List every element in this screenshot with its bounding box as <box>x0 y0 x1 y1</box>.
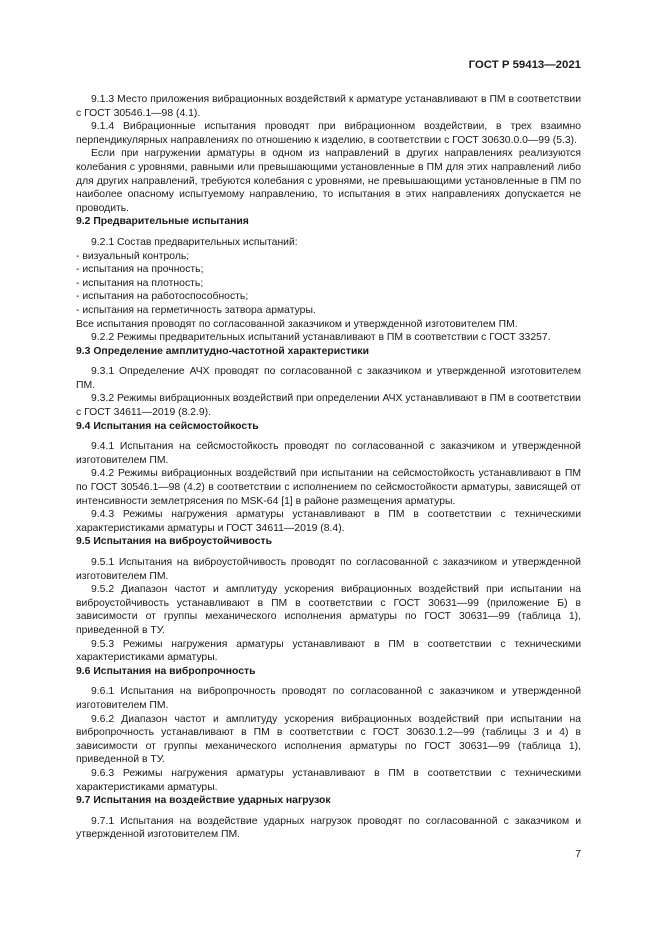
paragraph: 9.7.1 Испытания на воздействие ударных нагрузок проводят по согласованной с заказчиком и утвержденной изготовителем ПМ. <box>76 815 581 841</box>
paragraph: 9.3.2 Режимы вибрационных воздействий при определении АЧХ устанавливают в ПМ в соответствии с ГОСТ 34611—2019 (8.2.9). <box>76 393 581 419</box>
list-item: - испытания на плотность; <box>76 277 204 289</box>
section-9-4 <box>76 420 581 536</box>
paragraph: 9.4.1 Испытания на сейсмостойкость проводят по согласованной с заказчиком и утвержденной изготовителем ПМ. <box>76 441 581 466</box>
section-heading: 9.3 Определение амплитудно-частотной характеристики <box>76 345 369 357</box>
section-9-7 <box>76 794 581 842</box>
paragraph: 9.2.2 Режимы предварительных испытаний устанавливают в ПМ в соответствии с ГОСТ 33257. <box>91 332 551 344</box>
paragraph: 9.3.1 Определение АЧХ проводят по согласованной с заказчиком и утвержденной изготовителем ПМ. <box>76 366 581 391</box>
section-heading: 9.6 Испытания на вибропрочность <box>76 665 256 677</box>
paragraph: 9.5.1 Испытания на виброустойчивость проводят по согласованной с заказчиком и утвержденной изготовителем ПМ. <box>76 557 581 582</box>
paragraph: 9.4.2 Режимы вибрационных воздействий при испытании на сейсмостойкость устанавливают в ПМ по ГОСТ 30546.1—98 (4.2) в соответствии с исполнением по сейсмостойкости арматуры, зависящей от интенсивности землетрясения по MSK-64 [1] в районе размещения арматуры. <box>76 468 581 507</box>
section-9-5 <box>76 535 581 664</box>
paragraph: Все испытания проводят по согласованной заказчиком и утвержденной изготовителем ПМ. <box>76 318 518 330</box>
section-heading: 9.7 Испытания на воздействие ударных нагрузок <box>76 795 331 807</box>
page-number: 7 <box>575 849 581 860</box>
paragraph: 9.6.3 Режимы нагружения арматуры устанавливают в ПМ в соответствии с техническими характеристиками арматуры. <box>76 767 581 793</box>
paragraph: 9.6.1 Испытания на вибропрочность проводят по согласованной с заказчиком и утвержденной изготовителем ПМ. <box>76 686 581 711</box>
list-item: - испытания на работоспособность; <box>76 291 249 303</box>
section-9-2 <box>76 215 581 344</box>
paragraph: 9.5.3 Режимы нагружения арматуры устанавливают в ПМ в соответствии с техническими характеристиками арматуры. <box>76 638 581 664</box>
paragraph: 9.6.2 Диапазон частот и амплитуду ускорения вибрационных воздействий при испытании на вибропрочность устанавливают в ПМ в соответствии с ГОСТ 30630.1.2—99 (таблицы 3 и 4) в зависимости от группы механического исполнения арматуры по ГОСТ 30631—99 (таблица 1), приведенной в ТУ. <box>76 713 581 766</box>
list-item: - визуальный контроль; <box>76 250 190 262</box>
section-heading: 9.4 Испытания на сейсмостойкость <box>76 420 259 432</box>
paragraph: 9.2.1 Состав предварительных испытаний: <box>91 236 298 248</box>
section-heading: 9.2 Предварительные испытания <box>76 216 249 228</box>
section-9-6 <box>76 665 581 794</box>
section-9-1 <box>76 93 581 215</box>
paragraph: 9.1.3 Место приложения вибрационных воздействий к арматуре устанавливают в ПМ в соответствии с ГОСТ 30546.1—98 (4.1). <box>76 94 581 119</box>
list-item: - испытания на герметичность затвора арматуры. <box>76 304 316 316</box>
paragraph: 9.5.2 Диапазон частот и амплитуду ускорения вибрационных воздействий при испытании на виброустойчивость устанавливают в ПМ в соответствии с ГОСТ 30631—99 (приложение Б) в зависимости от группы механического исполнения арматуры по ГОСТ 30631—99 (таблица 1), приведенной в ТУ. <box>76 584 581 636</box>
paragraph: 9.1.4 Вибрационные испытания проводят при вибрационном воздействии, в трех взаимно перпендикулярных направлениях по отношению к изделию, в соответствии с ГОСТ 30630.0.0—99 (5.3). <box>76 121 581 146</box>
section-9-3 <box>76 345 581 420</box>
list-item: - испытания на прочность; <box>76 264 204 276</box>
paragraph: Если при нагружении арматуры в одном из направлений в других направлениях реализуются колебания с уровнями, равными или превышающими установленные в ПМ для этих направлений либо для других направлений, требуются колебания с уровнями, не превышающими установленные в ПМ по наиболее опасному испытуемому направлению, то испытания в этих направлениях допускается не проводить. <box>76 148 581 214</box>
paragraph: 9.4.3 Режимы нагружения арматуры устанавливают в ПМ в соответствии с техническими характеристиками арматуры и ГОСТ 34611—2019 (8.4). <box>76 509 581 534</box>
document-body <box>76 93 581 842</box>
section-heading: 9.5 Испытания на виброустойчивость <box>76 536 273 548</box>
document-number-header: ГОСТ Р 59413—2021 <box>468 59 581 71</box>
